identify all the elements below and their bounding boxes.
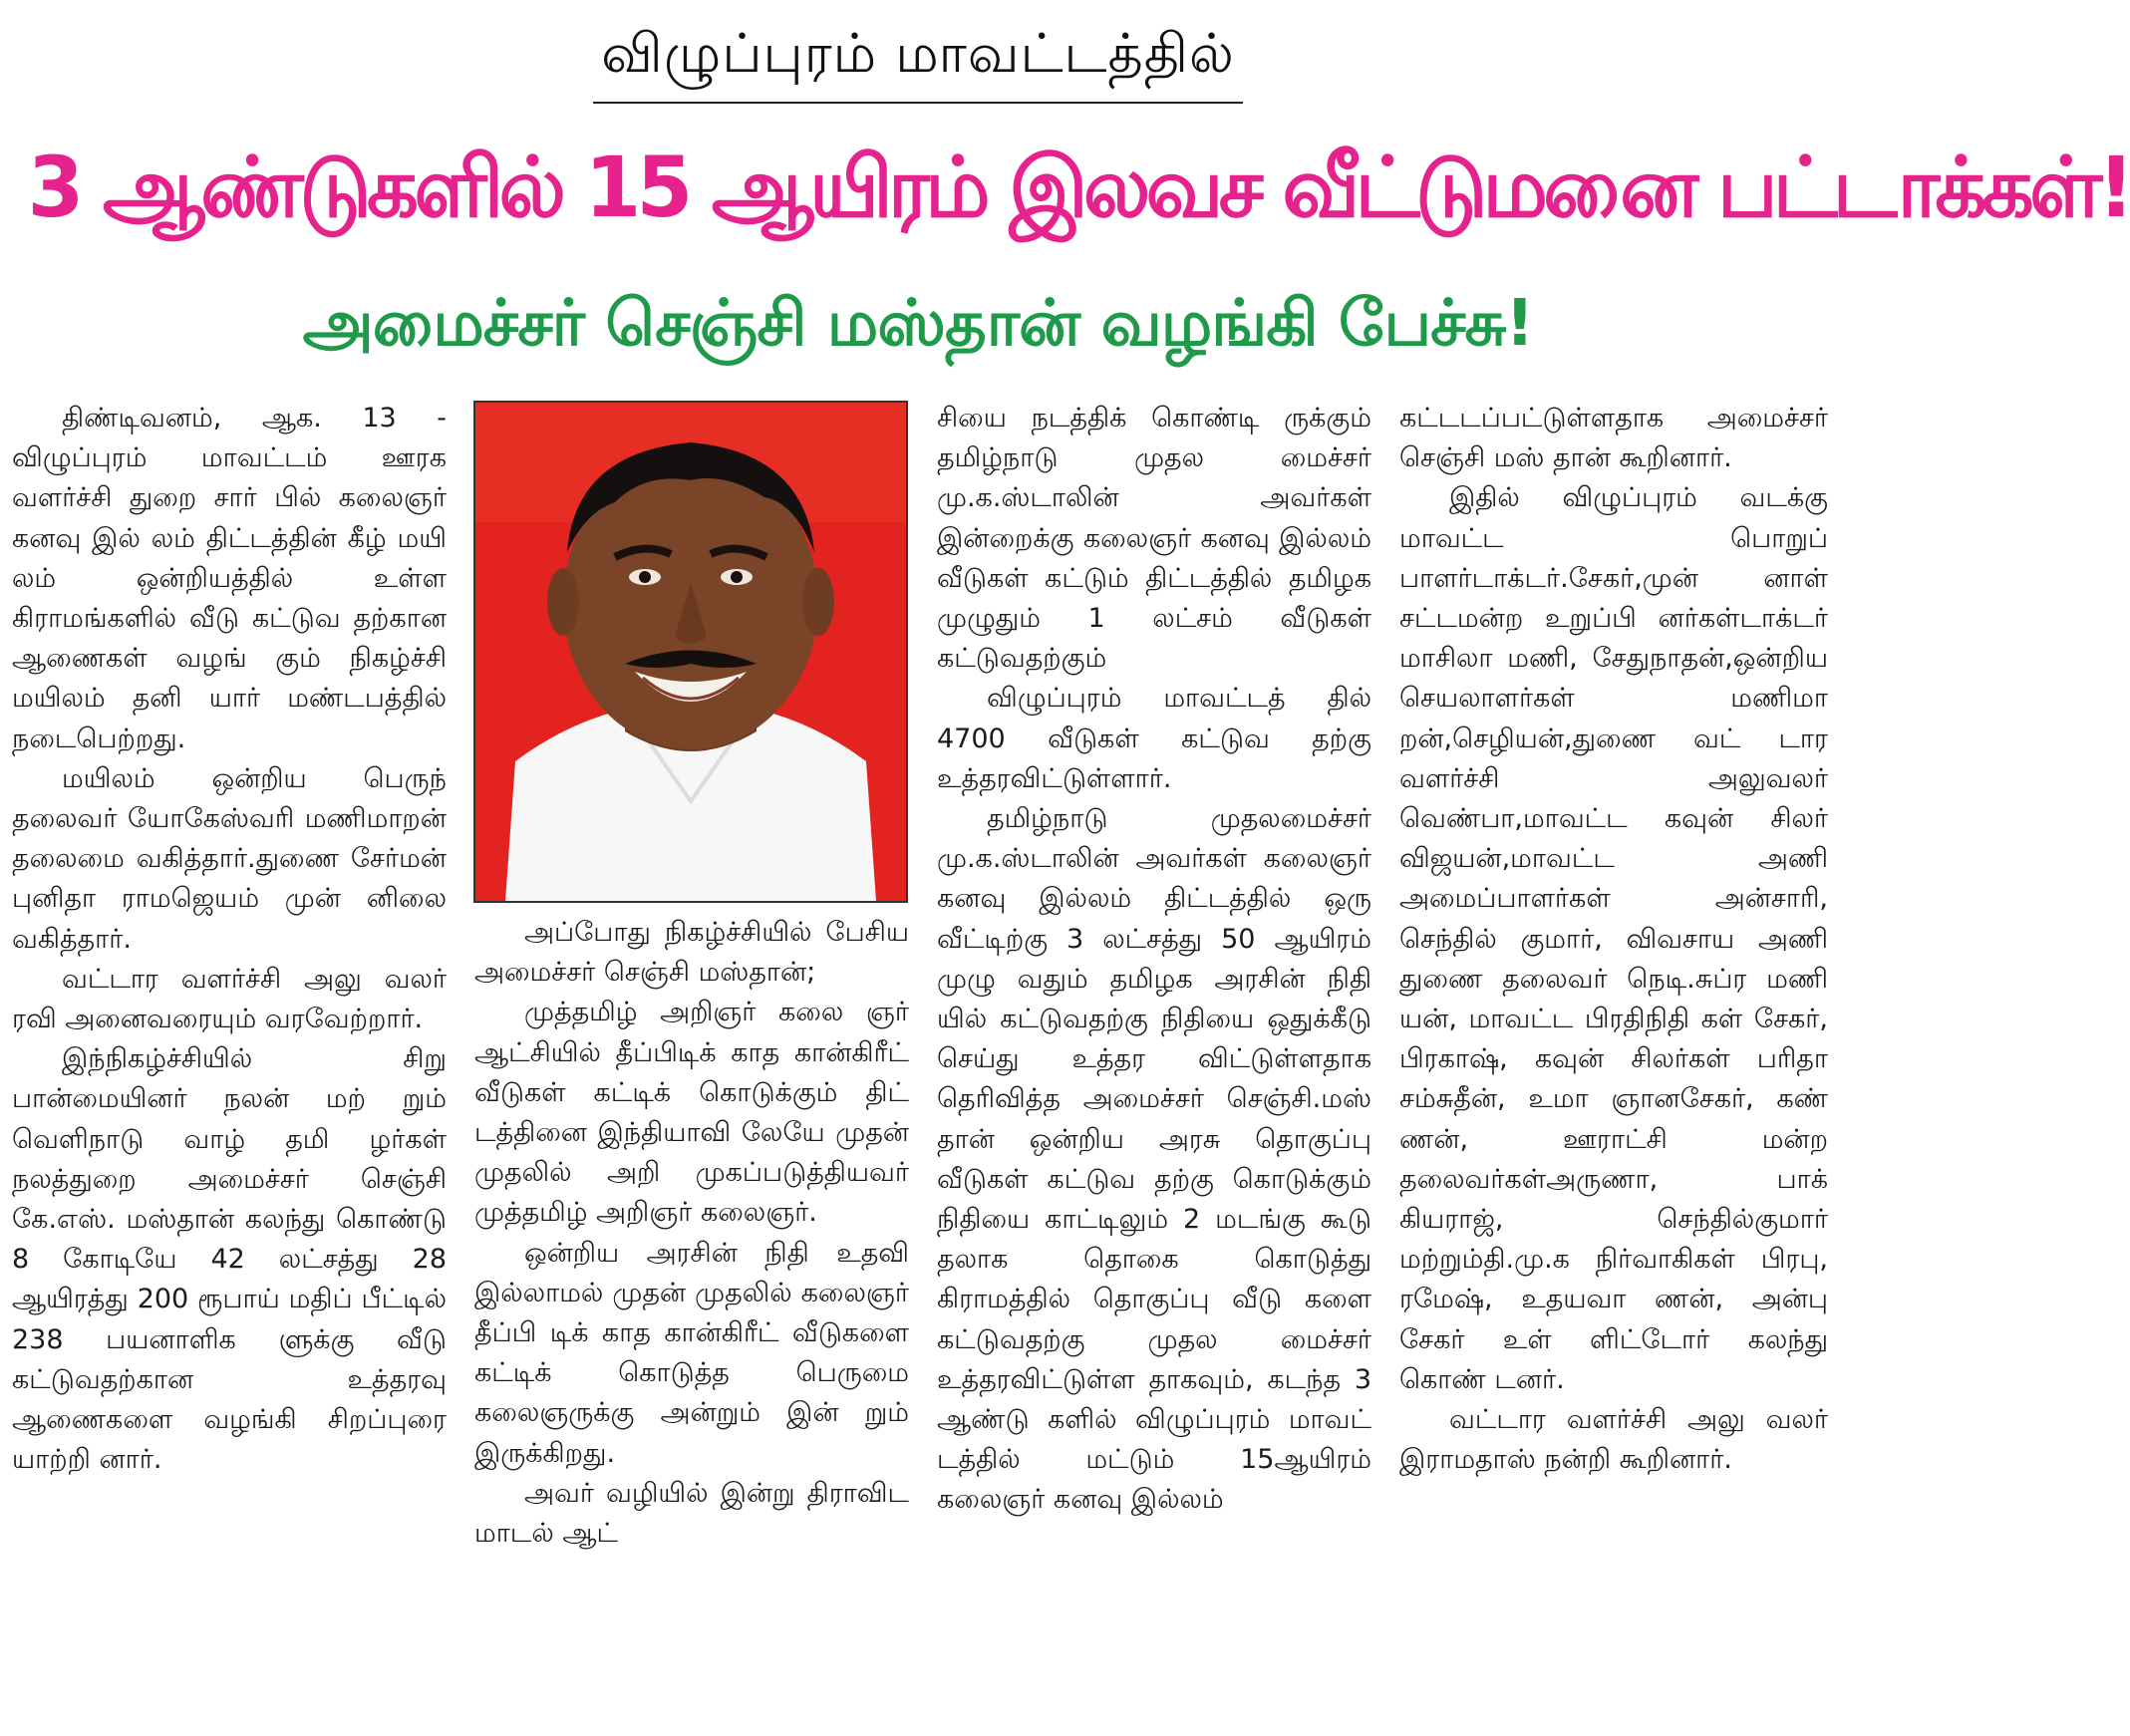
- article-paragraph: மயிலம் ஒன்றிய பெருந் தலைவர் யோகேஸ்வரி மணிமாறன் தலைமை வகித்தார்.துணை சேர்மன் புனிதா ராமஜெயம் முன் னிலை வகித்தார்.: [12, 762, 447, 955]
- article-paragraph: தமிழ்நாடு முதலமைச்சர் மு.க.ஸ்டாலின் அவர்கள் கலைஞர் கனவு இல்லம் திட்டத்தில் ஒரு வீட்டிற்கு 3 லட்சத்து 50 ஆயிரம் முழு வதும் தமிழக அரசின் நிதி யில் கட்டுவதற்கு நிதியை ஒதுக்கீடு செய்து உத்தர விட்டுள்ளதாக தெரிவித்த அமைச்சர் செஞ்சி.மஸ் தான் ஒன்றிய அரசு தொகுப்பு வீடுகள் கட்டுவ தற்கு கொடுக்கும் நிதியை காட்டிலும் 2 மடங்கு கூடு தலாக தொகை கொடுத்து கிராமத்தில் தொகுப்பு வீடு களை கட்டுவதற்கு முதல மைச்சர் உத்தரவிட்டுள்ள தாகவும், கடந்த 3 ஆண்டு களில் விழுப்புரம் மாவட் டத்தில் மட்டும் 15ஆயிரம் கலைஞர் கனவு இல்லம்: [937, 803, 1371, 1516]
- article-paragraph: அவர் வழியில் இன்று திராவிட மாடல் ஆட்: [474, 1477, 909, 1550]
- article-paragraph: இந்நிகழ்ச்சியில் சிறு பான்மையினர் நலன் மற் றும் வெளிநாடு வாழ் தமி ழர்கள் நலத்துறை அமைச்சர் செஞ்சி கே.எஸ். மஸ்தான் கலந்து கொண்டு 8 கோடியே 42 லட்சத்து 28 ஆயிரத்து 200 ரூபாய் மதிப் பீட்டில் 238 பயனாளிக ளுக்கு வீடு கட்டுவதற்கான உத்தரவு ஆணைகளை வழங்கி சிறப்புரை யாற்றி னார்.: [12, 1043, 447, 1476]
- article-column-1: [12, 399, 447, 1480]
- subheadline: அமைச்சர் செஞ்சி மஸ்தான் வழங்கி பேச்சு!: [302, 287, 1534, 361]
- article-paragraph: விழுப்புரம் மாவட்டத் தில் 4700 வீடுகள் கட்டுவ தற்கு உத்தரவிட்டுள்ளார்.: [937, 683, 1371, 794]
- article-column-4: [1399, 399, 1828, 1480]
- kicker-heading: [0, 18, 1836, 104]
- article-paragraph: வட்டார வளர்ச்சி அலு வலர் ரவி அனைவரையும் வரவேற்றார்.: [12, 963, 447, 1035]
- portrait-illustration: [475, 403, 906, 901]
- article-paragraph: வட்டார வளர்ச்சி அலு வலர் இராமதாஸ் நன்றி கூறினார்.: [1399, 1404, 1828, 1476]
- article-paragraph: கட்டடப்பட்டுள்ளதாக அமைச்சர் செஞ்சி மஸ் தான் கூறினார்.: [1399, 403, 1828, 474]
- article-paragraph: சியை நடத்திக் கொண்டி ருக்கும் தமிழ்நாடு முதல மைச்சர் மு.க.ஸ்டாலின் அவர்கள் இன்றைக்கு கலைஞர் கனவு இல்லம் வீடுகள் கட்டும் திட்டத்தில் தமிழக முழுதும் 1 லட்சம் வீடுகள் கட்டுவதற்கும்: [937, 403, 1371, 675]
- article-paragraph: முத்தமிழ் அறிஞர் கலை ஞர் ஆட்சியில் தீப்பிடிக் காத கான்கிரீட் வீடுகள் கட்டிக் கொடுக்கும் திட் டத்தினை இந்தியாவி லேயே முதன் முதலில் அறி முகப்படுத்தியவர் முத்தமிழ் அறிஞர் கலைஞர்.: [474, 997, 909, 1229]
- article-column-2: [474, 913, 909, 1554]
- kicker-text: விழுப்புரம் மாவட்டத்தில்: [593, 18, 1243, 104]
- article-paragraph: திண்டிவனம், ஆக. 13 - விழுப்புரம் மாவட்டம் ஊரக வளர்ச்சி துறை சார் பில் கலைஞர் கனவு இல் லம் திட்டத்தின் கீழ் மயி லம் ஒன்றியத்தில் உள்ள கிராமங்களில் வீடு கட்டுவ தற்கான ஆணைகள் வழங் கும் நிகழ்ச்சி மயிலம் தனி யார் மண்டபத்தில் நடைபெற்றது.: [12, 403, 447, 754]
- article-paragraph: ஒன்றிய அரசின் நிதி உதவி இல்லாமல் முதன் முதலில் கலைஞர் தீப்பி டிக் காத கான்கிரீட் வீடுகளை கட்டிக் கொடுத்த பெருமை கலைஞருக்கு அன்றும் இன் றும் இருக்கிறது.: [474, 1237, 909, 1469]
- article-paragraph: இதில் விழுப்புரம் வடக்கு மாவட்ட பொறுப் பாளர்டாக்டர்.சேகர்,முன் னாள் சட்டமன்ற உறுப்பி னர்கள்டாக்டர் மாசிலா மணி, சேதுநாதன்,ஒன்றிய செயலாளர்கள் மணிமா றன்,செழியன்,துணை வட் டார வளர்ச்சி அலுவலர் வெண்பா,மாவட்ட கவுன் சிலர் விஜயன்,மாவட்ட அணி அமைப்பாளர்கள் அன்சாரி, செந்தில் குமார், விவசாய அணி துணை தலைவர் நெடி.சுப்ர மணி யன், மாவட்ட பிரதிநிதி கள் சேகர், பிரகாஷ், கவுன் சிலர்கள் பரிதா சம்சுதீன், உமா ஞானசேகர், கண் ணன், ஊராட்சி மன்ற தலைவர்கள்அருணா, பாக் கியராஜ், செந்தில்குமார் மற்றும்தி.மு.க நிர்வாகிகள் பிரபு, ரமேஷ், உதயவா ணன், அன்பு சேகர் உள் ளிட்டோர் கலந்து கொண் டனர்.: [1399, 482, 1828, 1395]
- article-paragraph: அப்போது நிகழ்ச்சியில் பேசிய அமைச்சர் செஞ்சி மஸ்தான்;: [474, 917, 909, 989]
- minister-photo: [473, 401, 908, 903]
- headline: 3 ஆண்டுகளில் 15 ஆயிரம் இலவச வீட்டுமனை பட்டாக்கள்!: [27, 139, 2130, 236]
- article-column-3: [937, 399, 1371, 1521]
